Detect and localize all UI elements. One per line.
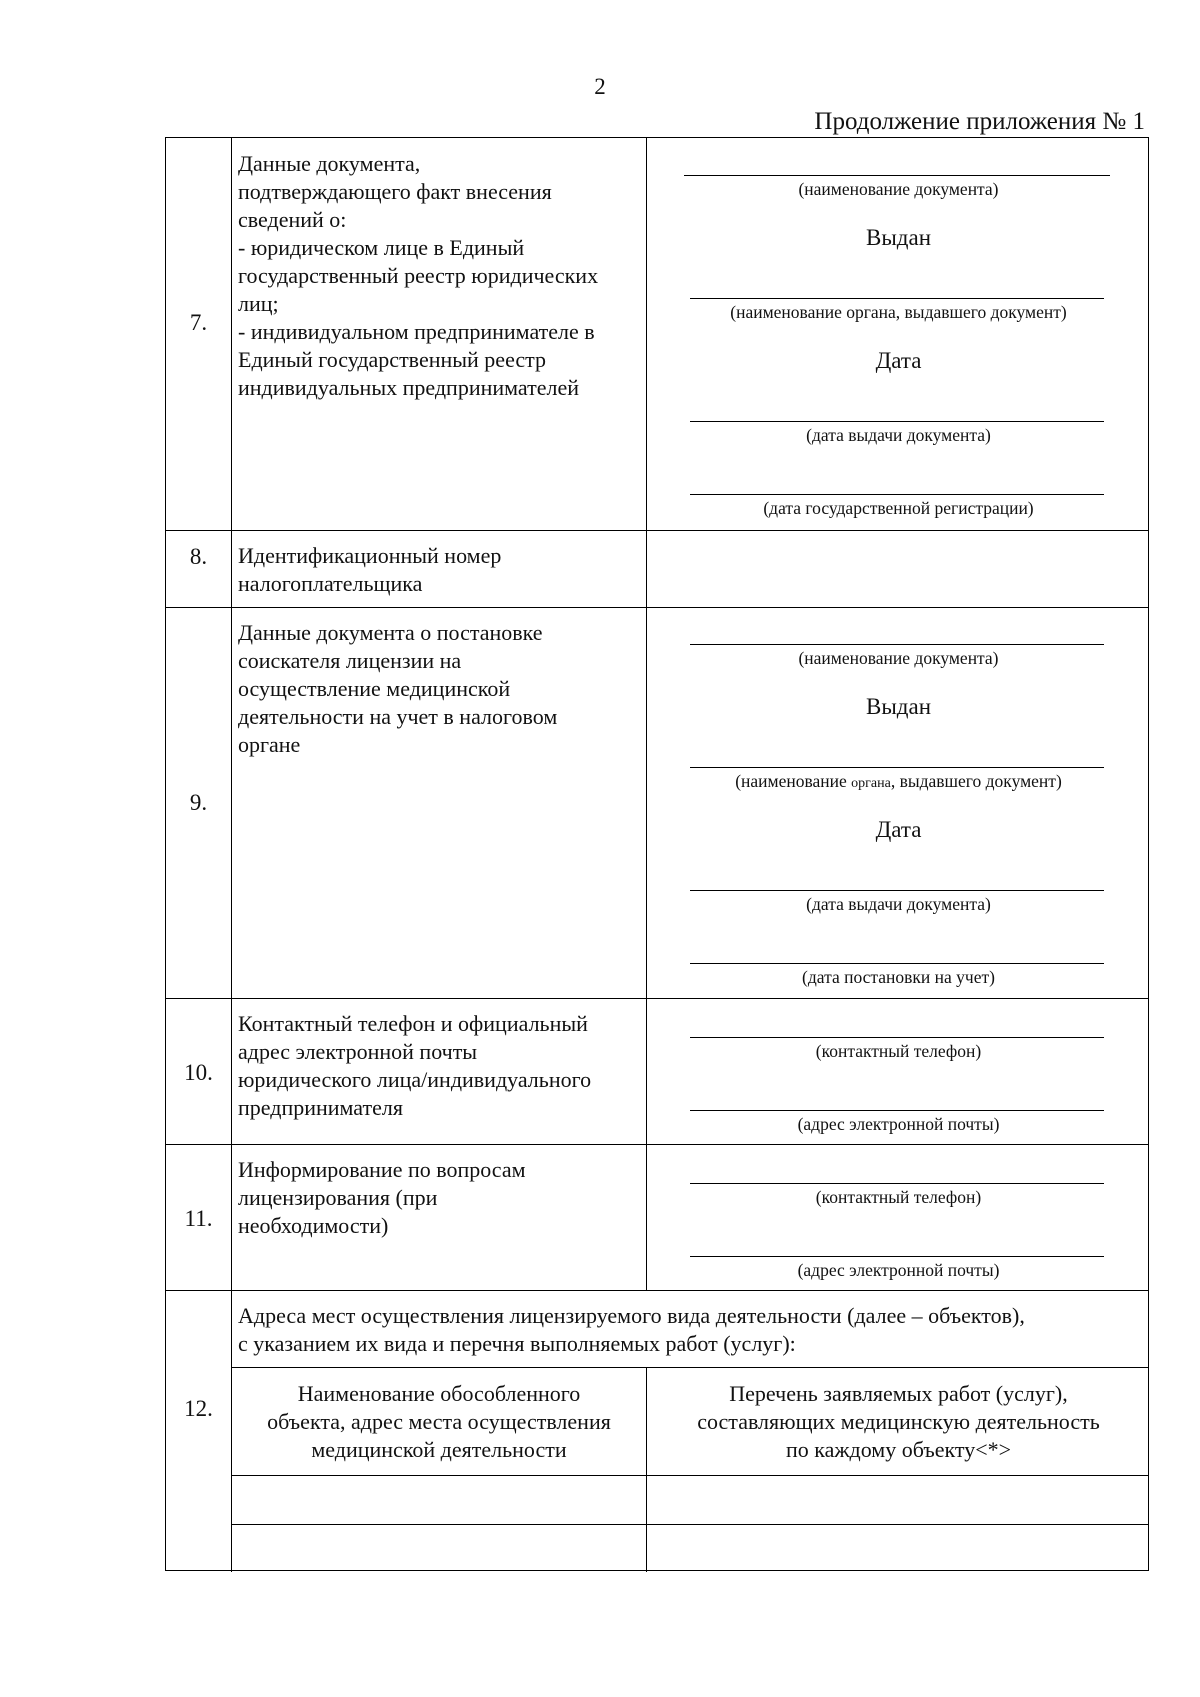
issuing-authority-caption [647,771,1150,792]
desc-line: органе [238,732,301,757]
issue-date-caption: (дата выдачи документа) [806,894,991,914]
desc-line: лицензирования (при [238,1185,438,1210]
row-number-7: 7. [189,310,208,335]
header-line: объекта, адрес места осуществления [267,1409,611,1434]
services-cell[interactable] [647,1525,1150,1571]
appendix-continuation-title: Продолжение приложения № 1 [814,108,1145,135]
desc-line: подтверждающего факт внесения [238,179,552,204]
desc-line: осуществление медицинской [238,676,511,701]
services-column-header [647,1380,1150,1464]
row-8-description [238,542,648,598]
issued-label: Выдан [865,225,931,250]
issued-label: Выдан [865,694,931,719]
issue-date-field[interactable] [690,421,1104,422]
registration-date-caption: (дата государственной регистрации) [763,498,1034,518]
contact-phone-caption: (контактный телефон) [815,1187,982,1207]
desc-line: государственный реестр юридических [238,263,599,288]
document-name-field[interactable] [684,175,1110,176]
contact-phone-caption: (контактный телефон) [815,1041,982,1061]
issue-date-caption: (дата выдачи документа) [806,425,991,445]
document-name-caption: (наименование документа) [798,648,999,668]
row-number-9: 9. [189,790,208,815]
row-10-description [238,1010,648,1122]
row-divider [231,1367,1148,1368]
email-address-field[interactable] [690,1110,1104,1111]
desc-line: Информирование по вопросам [238,1157,526,1182]
taxpayer-id-field[interactable] [647,531,1150,607]
tax-registration-date-field[interactable] [690,963,1104,964]
header-line: составляющих медицинскую деятельность [697,1409,1100,1434]
desc-line: адрес электронной почты [238,1039,478,1064]
date-label: Дата [875,348,922,373]
services-cell[interactable] [647,1476,1150,1524]
row-number-11: 11. [184,1206,213,1231]
facility-column-header [232,1380,646,1464]
desc-line: Единый государственный реестр [238,347,547,372]
row-number-12: 12. [184,1396,213,1421]
desc-line: лиц; [238,291,279,316]
caption-part: , выдавшего документ) [890,771,1062,791]
row-divider [166,998,1148,999]
issuing-authority-field[interactable] [690,298,1104,299]
contact-phone-field[interactable] [690,1183,1104,1184]
tax-registration-date-caption: (дата постановки на учет) [802,967,995,987]
facility-cell[interactable] [232,1525,646,1571]
row-divider [166,1290,1148,1291]
email-address-field[interactable] [690,1256,1104,1257]
issuing-authority-field[interactable] [690,767,1104,768]
caption-part-small: органа [851,776,891,791]
caption-part: (наименование [735,771,852,791]
row-number-8: 8. [189,544,208,569]
desc-line: Контактный телефон и официальный [238,1011,588,1036]
row-divider [166,1144,1148,1145]
desc-line: предпринимателя [238,1095,403,1120]
email-address-caption: (адрес электронной почты) [797,1114,1000,1134]
application-form-table [165,137,1149,1571]
header-line: по каждому объекту<*> [785,1437,1012,1462]
row-11-description [238,1156,648,1240]
desc-line: Идентификационный номер [238,543,502,568]
date-label: Дата [875,817,922,842]
desc-line: с указанием их вида и перечня выполняемых работ (услуг): [238,1331,796,1356]
column-divider [231,138,232,1572]
document-name-caption: (наименование документа) [798,179,999,199]
row-7-description [238,150,648,402]
desc-line: Данные документа, [238,151,421,176]
facility-cell[interactable] [232,1476,646,1524]
header-line: Наименование обособленного [297,1381,581,1406]
contact-phone-field[interactable] [690,1037,1104,1038]
desc-line: Адреса мест осуществления лицензируемого вида деятельности (далее – объектов), [238,1303,1025,1328]
desc-line: индивидуальных предпринимателей [238,375,579,400]
registration-date-field[interactable] [690,494,1104,495]
email-address-caption: (адрес электронной почты) [797,1260,1000,1280]
row-9-description [238,619,648,759]
issuing-authority-caption: (наименование органа, выдавшего документ) [730,302,1067,322]
desc-line: юридического лица/индивидуального [238,1067,592,1092]
desc-line: деятельности на учет в налоговом [238,704,558,729]
desc-line: соискателя лицензии на [238,648,462,673]
page-number: 2 [594,74,606,99]
desc-line: - юридическом лице в Единый [238,235,525,260]
header-line: медицинской деятельности [311,1437,567,1462]
desc-line: налогоплательщика [238,571,423,596]
desc-line: сведений о: [238,207,347,232]
issue-date-field[interactable] [690,890,1104,891]
row-12-description [238,1302,1134,1358]
row-divider [166,607,1148,608]
header-line: Перечень заявляемых работ (услуг), [729,1381,1068,1406]
document-name-field[interactable] [690,644,1104,645]
desc-line: необходимости) [238,1213,389,1238]
row-number-10: 10. [184,1060,213,1085]
desc-line: Данные документа о постановке [238,620,543,645]
desc-line: - индивидуальном предпринимателе в [238,319,595,344]
